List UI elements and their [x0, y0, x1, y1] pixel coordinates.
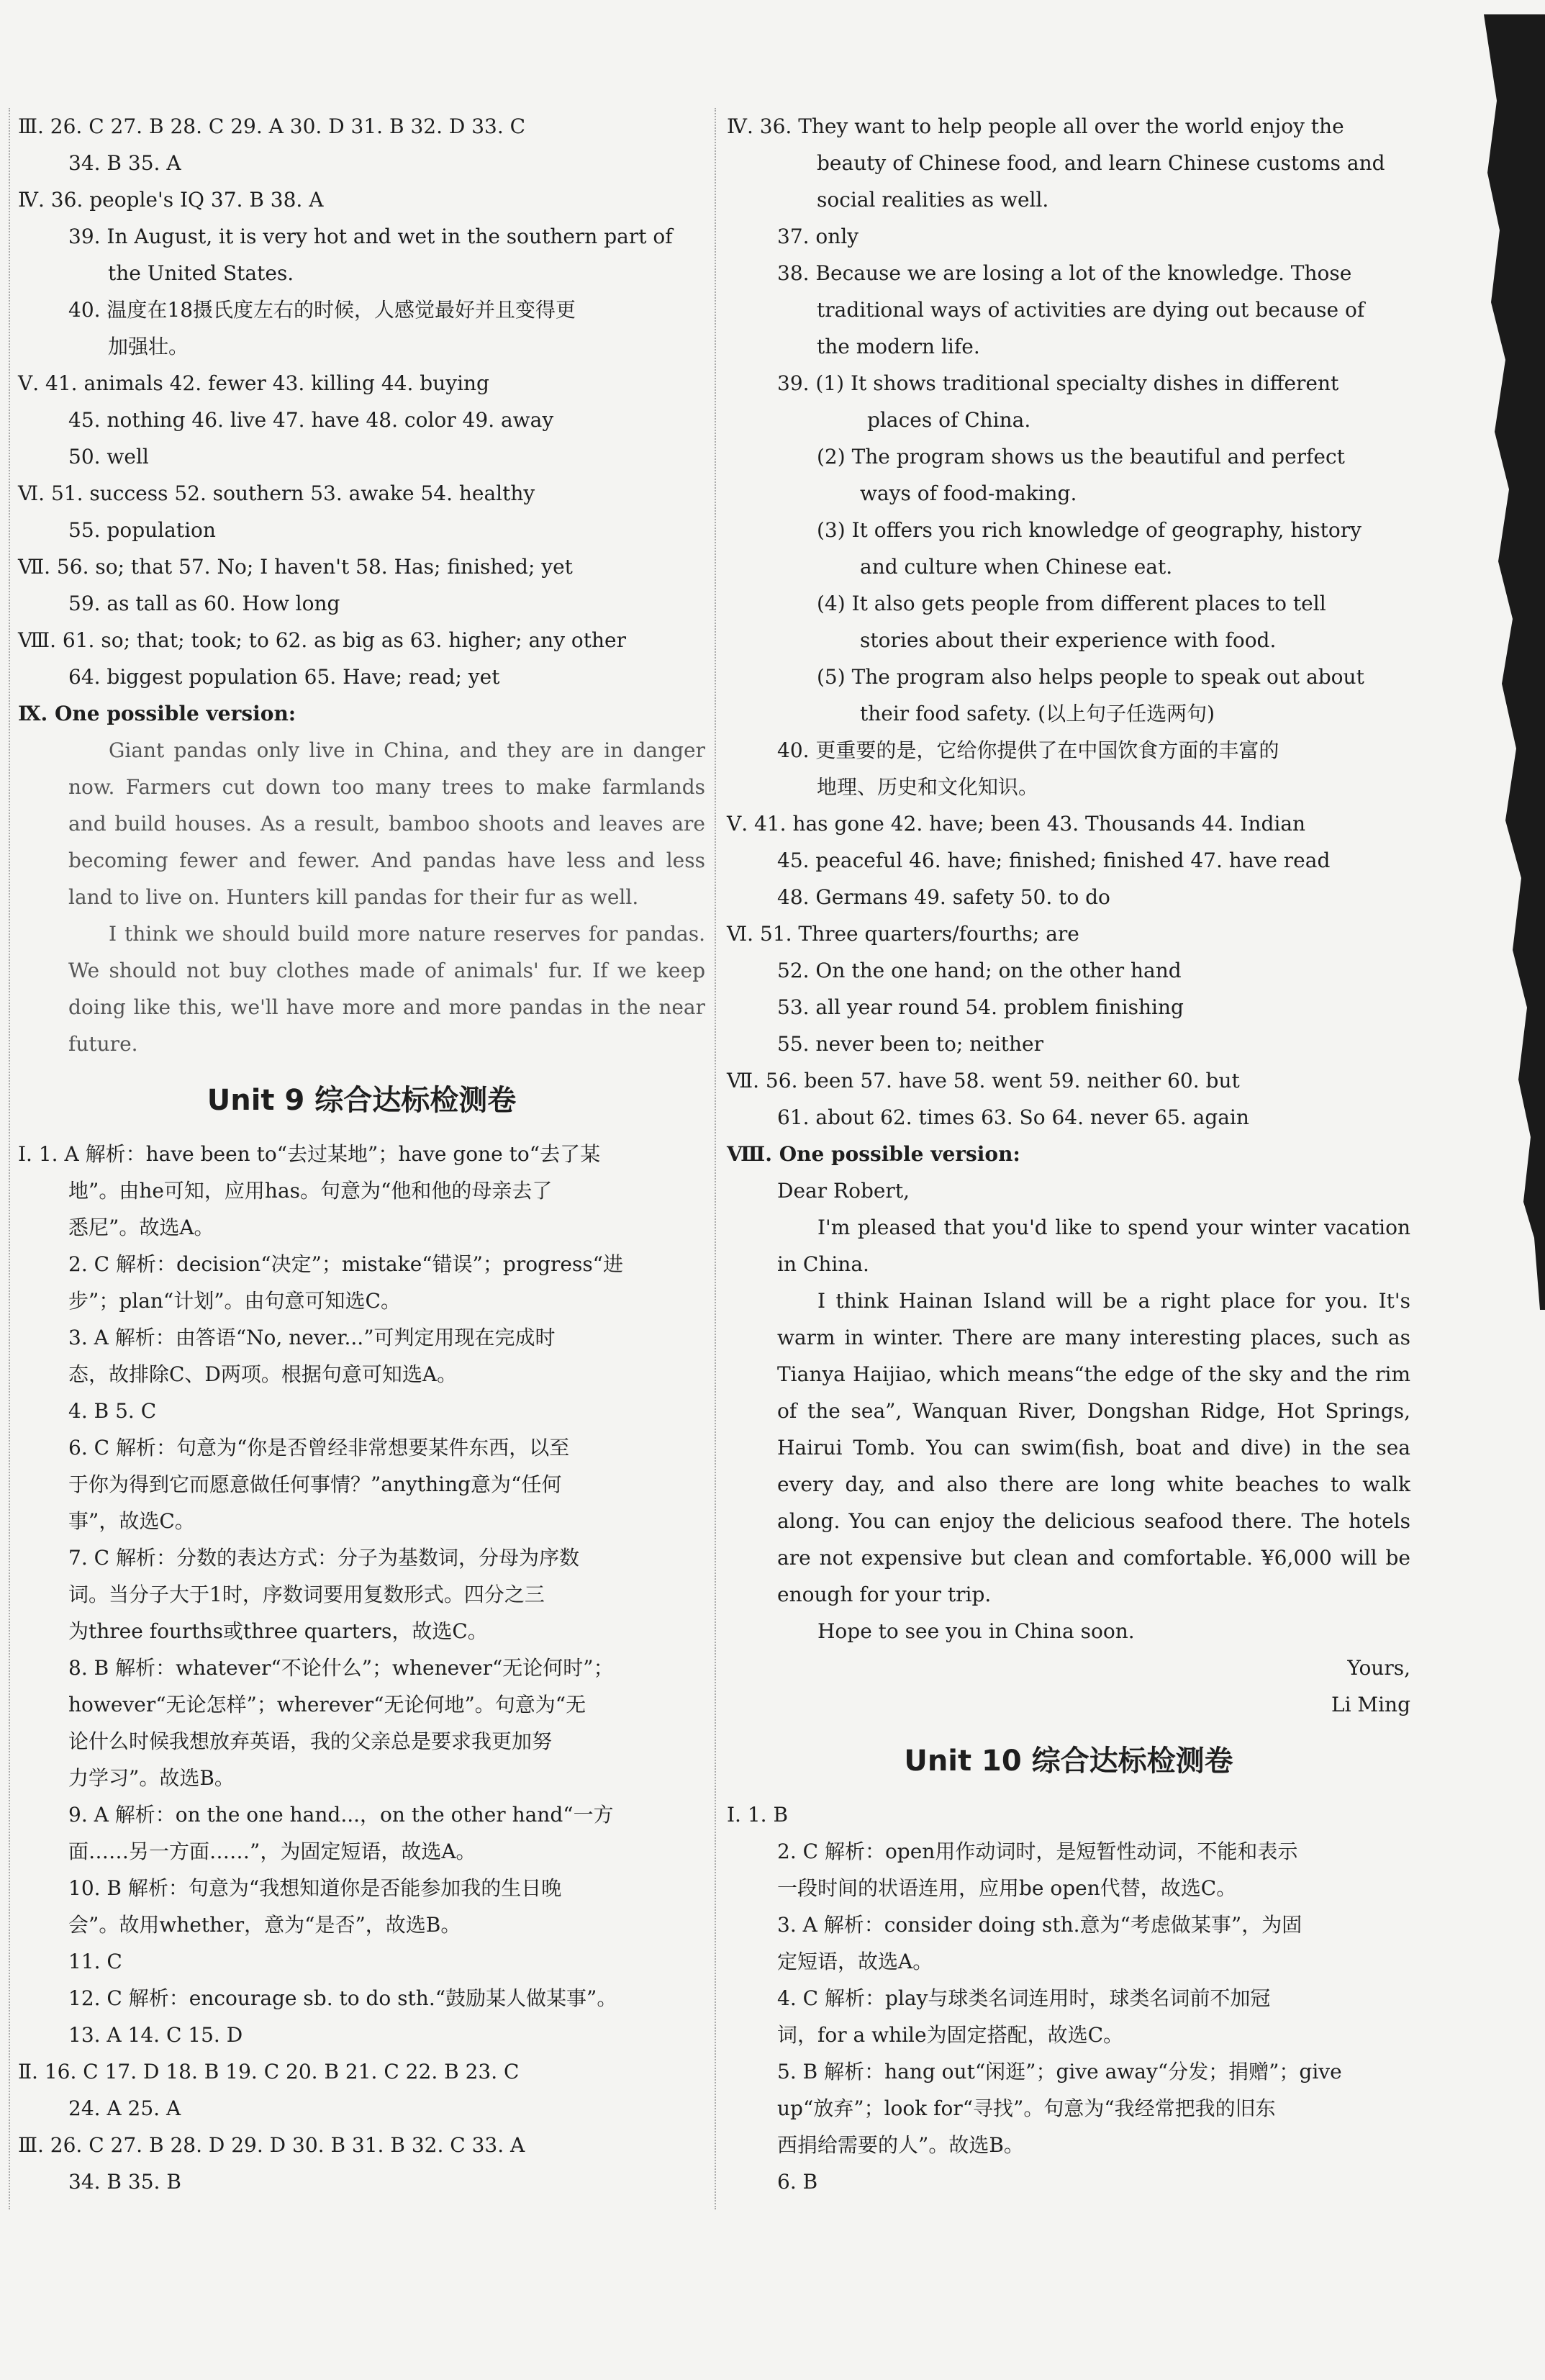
- answer-line: up“放弃”；look for“寻找”。句意为“我经常把我的旧东: [777, 2096, 1276, 2120]
- answer-line: 2. C 解析：open用作动词时，是短暂性动词，不能和表示: [777, 1840, 1298, 1863]
- answer-line: (2) The program shows us the beautiful and perfect: [817, 445, 1345, 469]
- answer-line: 地理、历史和文化知识。: [817, 775, 1039, 799]
- answer-line: 59. as tall as 60. How long: [68, 592, 340, 615]
- answer-line: 45. nothing 46. live 47. have 48. color 49. away: [68, 408, 554, 432]
- answer-line: social realities as well.: [817, 188, 1049, 212]
- answer-line: however“无论怎样”；wherever“无论何地”。句意为“无: [68, 1693, 586, 1716]
- answer-line: Ⅶ. 56. so; that 57. No; I haven't 58. Has; finished; yet: [18, 555, 573, 579]
- answer-line: 9. A 解析：on the one hand...，on the other hand“一方: [68, 1803, 614, 1827]
- answer-line: 52. On the one hand; on the other hand: [777, 959, 1182, 982]
- answer-line: 64. biggest population 65. Have; read; yet: [68, 665, 500, 689]
- answer-line: traditional ways of activities are dying out because of: [817, 298, 1365, 322]
- answer-line: 3. A 解析：由答语“No, never...”可判定用现在完成时: [68, 1326, 556, 1349]
- answer-line: 5. B 解析：hang out“闲逛”；give away“分发；捐赠”；give: [777, 2060, 1342, 2083]
- answer-line: Ⅰ. 1. A 解析：have been to“去过某地”；have gone to“去了某: [18, 1142, 601, 1166]
- answer-line: 力学习”。故选B。: [68, 1766, 235, 1790]
- answer-line: Ⅵ. 51. success 52. southern 53. awake 54. healthy: [18, 481, 535, 505]
- essay-paragraph: I think we should build more nature reserves for pandas. We should not buy clothes made of animals' fur. If we keep doing like this, we'll have more and more pandas in the near future.: [68, 922, 705, 1056]
- answer-line: 55. never been to; neither: [777, 1032, 1043, 1056]
- answer-line: 7. C 解析：分数的表达方式：分子为基数词，分母为序数: [68, 1546, 579, 1570]
- answer-line: 34. B 35. B: [68, 2170, 181, 2194]
- answer-line: 词，for a while为固定搭配，故选C。: [777, 2023, 1124, 2047]
- answer-line: 6. C 解析：句意为“你是否曾经非常想要某件东西，以至: [68, 1436, 570, 1460]
- answer-line: 西捐给需要的人”。故选B。: [777, 2133, 1024, 2157]
- answer-line: 词。当分子大于1时，序数词要用复数形式。四分之三: [68, 1583, 545, 1606]
- answer-line: 态，故排除C、D两项。根据句意可知选A。: [68, 1362, 458, 1386]
- letter-closing: Yours,: [1347, 1656, 1410, 1680]
- answer-line: Ⅶ. 56. been 57. have 58. went 59. neither 60. but: [727, 1069, 1240, 1092]
- right-column: [727, 108, 1410, 2200]
- left-column: [18, 108, 705, 2200]
- letter-paragraph: Hope to see you in China soon.: [817, 1619, 1135, 1643]
- answer-line: 39. (1) It shows traditional specialty dishes in different: [777, 371, 1339, 395]
- answer-line: 40. 更重要的是，它给你提供了在中国饮食方面的丰富的: [777, 738, 1279, 762]
- letter-paragraph: I think Hainan Island will be a right place for you. It's warm in winter. There are many interesting places, such as Tianya Haijiao, which means“the edge of the sky and the rim of the sea”, Wanquan River, Dongshan Ridge, Hot Springs, Hairui Tomb. You can swim(fish, boat and dive) in the sea every day, and also there are long white beaches to walk along. You can enjoy the delicious seafood there. The hotels are not expensive but clean and comfortable. ¥6,000 will be enough for your trip.: [777, 1289, 1410, 1606]
- answer-line: Ⅲ. 26. C 27. B 28. C 29. A 30. D 31. B 32. D 33. C: [18, 114, 526, 138]
- answer-line: 为three fourths或three quarters，故选C。: [68, 1619, 488, 1643]
- answer-line: 会”。故用whether，意为“是否”，故选B。: [68, 1913, 461, 1937]
- answer-line: 4. C 解析：play与球类名词连用时，球类名词前不加冠: [777, 1986, 1271, 2010]
- answer-line: their food safety. (以上句子任选两句): [860, 702, 1215, 725]
- answer-line: Ⅱ. 16. C 17. D 18. B 19. C 20. B 21. C 22. B 23. C: [18, 2060, 520, 2083]
- answer-line: and culture when Chinese eat.: [860, 555, 1173, 579]
- answer-line: 45. peaceful 46. have; finished; finished 47. have read: [777, 849, 1331, 872]
- answer-line: 13. A 14. C 15. D: [68, 2023, 243, 2047]
- answer-line: 8. B 解析：whatever“不论什么”；whenever“无论何时”；: [68, 1656, 614, 1680]
- answer-line: 事”，故选C。: [68, 1509, 195, 1533]
- answer-line: 24. A 25. A: [68, 2096, 181, 2120]
- answer-line: 面……另一方面……”，为固定短语，故选A。: [68, 1840, 476, 1863]
- answer-line: Ⅳ. 36. people's IQ 37. B 38. A: [18, 188, 324, 212]
- answer-line: ways of food-making.: [860, 481, 1077, 505]
- answer-line: 53. all year round 54. problem finishing: [777, 995, 1184, 1019]
- answer-line: beauty of Chinese food, and learn Chinese customs and: [817, 151, 1385, 175]
- answer-line: 34. B 35. A: [68, 151, 181, 175]
- letter-signature: Li Ming: [1331, 1693, 1410, 1716]
- answer-line: 55. population: [68, 518, 216, 542]
- answer-line: 37. only: [777, 225, 859, 248]
- unit-10-title: Unit 10 综合达标检测卷: [904, 1745, 1233, 1778]
- writing-heading: Ⅷ. One possible version:: [727, 1142, 1020, 1166]
- answer-line: places of China.: [867, 408, 1031, 432]
- answer-line: the modern life.: [817, 335, 980, 358]
- answer-line: 悉尼”。故选A。: [68, 1216, 214, 1239]
- answer-line: 38. Because we are losing a lot of the knowledge. Those: [777, 261, 1352, 285]
- left-margin-rule: [9, 108, 10, 2209]
- essay-paragraph: Giant pandas only live in China, and they are in danger now. Farmers cut down too many trees to make farmlands and build houses. As a result, bamboo shoots and leaves are becoming fewer and fewer. And pandas have less and less land to live on. Hunters kill pandas for their fur as well.: [68, 738, 705, 909]
- answer-line: 50. well: [68, 445, 149, 469]
- answer-line: 11. C: [68, 1950, 122, 1973]
- answer-line: 61. about 62. times 63. So 64. never 65. again: [777, 1105, 1249, 1129]
- answer-line: 于你为得到它而愿意做任何事情？”anything意为“任何: [68, 1472, 562, 1496]
- answer-line: Ⅴ. 41. has gone 42. have; been 43. Thousands 44. Indian: [727, 812, 1306, 836]
- answer-line: 4. B 5. C: [68, 1399, 157, 1423]
- answer-line: the United States.: [108, 261, 294, 285]
- answer-line: 2. C 解析：decision“决定”；mistake“错误”；progress“进: [68, 1252, 623, 1276]
- answer-line: Ⅲ. 26. C 27. B 28. D 29. D 30. B 31. B 32. C 33. A: [18, 2133, 525, 2157]
- answer-line: 48. Germans 49. safety 50. to do: [777, 885, 1110, 909]
- column-divider: [715, 108, 716, 2209]
- torn-paper-edge: [1455, 14, 1545, 1310]
- answer-line: 3. A 解析：consider doing sth.意为“考虑做某事”，为固: [777, 1913, 1302, 1937]
- answer-line: 12. C 解析：encourage sb. to do sth.“鼓励某人做某事”。: [68, 1986, 617, 2010]
- answer-line: 加强壮。: [108, 335, 189, 358]
- answer-line: 10. B 解析：句意为“我想知道你是否能参加我的生日晚: [68, 1876, 562, 1900]
- answer-line: 论什么时候我想放弃英语，我的父亲总是要求我更加努: [68, 1729, 553, 1753]
- answer-line: 步”；plan“计划”。由句意可知选C。: [68, 1289, 401, 1313]
- answer-line: Ⅳ. 36. They want to help people all over the world enjoy the: [727, 114, 1344, 138]
- answer-line: 40. 温度在18摄氏度左右的时候，人感觉最好并且变得更: [68, 298, 576, 322]
- answer-line: (5) The program also helps people to speak out about: [817, 665, 1364, 689]
- letter-salutation: Dear Robert,: [777, 1179, 910, 1203]
- answer-line: Ⅵ. 51. Three quarters/fourths; are: [727, 922, 1079, 946]
- answer-line: (3) It offers you rich knowledge of geography, history: [817, 518, 1361, 542]
- answer-line: Ⅷ. 61. so; that; took; to 62. as big as 63. higher; any other: [18, 628, 627, 652]
- answer-line: (4) It also gets people from different places to tell: [817, 592, 1326, 615]
- answer-line: Ⅰ. 1. B: [727, 1803, 789, 1827]
- answer-line: 39. In August, it is very hot and wet in the southern part of: [68, 225, 673, 248]
- answer-line: 6. B: [777, 2170, 818, 2194]
- answer-line: 定短语，故选A。: [777, 1950, 933, 1973]
- letter-paragraph: I'm pleased that you'd like to spend your winter vacation in China.: [777, 1216, 1410, 1276]
- answer-line: 一段时间的状语连用，应用be open代替，故选C。: [777, 1876, 1237, 1900]
- writing-heading: Ⅸ. One possible version:: [18, 702, 296, 725]
- answer-line: stories about their experience with food.: [860, 628, 1277, 652]
- unit-9-title: Unit 9 综合达标检测卷: [207, 1084, 517, 1117]
- answer-line: 地”。由he可知，应用has。句意为“他和他的母亲去了: [68, 1179, 553, 1203]
- answer-line: Ⅴ. 41. animals 42. fewer 43. killing 44. buying: [18, 371, 489, 395]
